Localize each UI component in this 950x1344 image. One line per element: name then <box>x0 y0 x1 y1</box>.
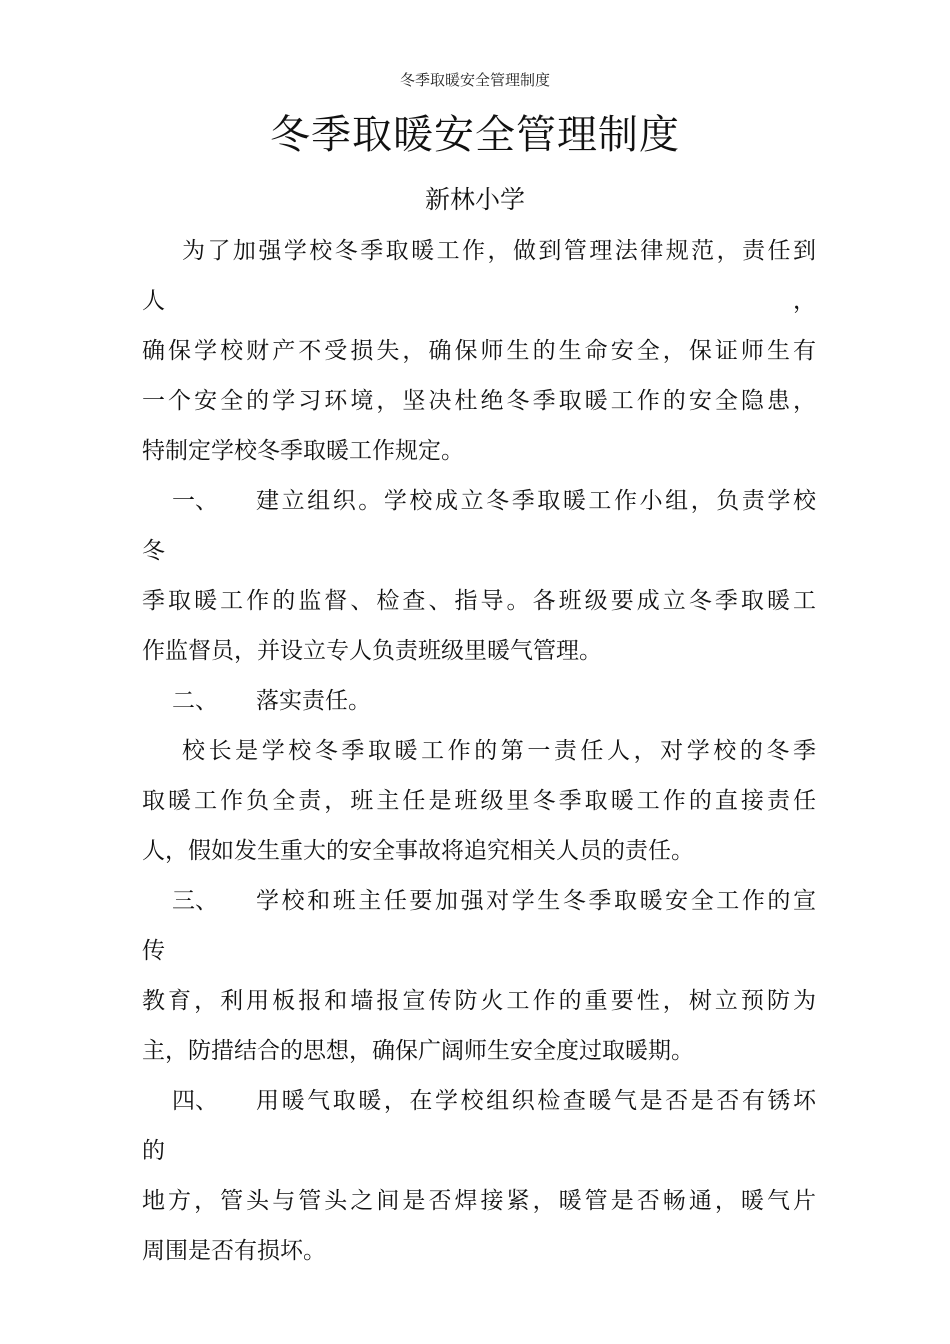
section-2-line-1: 校长是学校冬季取暖工作的第一责任人，对学校的冬季 <box>182 738 816 764</box>
section-3-line-4: 主，防措结合的思想，确保广阔师生安全度过取暖期。 <box>142 1038 694 1064</box>
section-4-first-line <box>142 1076 816 1126</box>
section-1-number: 一、 <box>172 488 218 514</box>
section-2-line-2: 取暖工作负全责，班主任是班级里冬季取暖工作的直接责任 <box>142 788 816 814</box>
intro-line-4: 一个安全的学习环境，坚决杜绝冬季取暖工作的安全隐患， <box>142 388 816 414</box>
section-1-line-4: 作监督员，并设立专人负责班级里暖气管理。 <box>142 638 602 664</box>
section-1-line-2: 冬 <box>142 538 165 564</box>
section-2-heading-line <box>142 676 816 726</box>
running-header: 冬季取暖安全管理制度 <box>399 71 550 89</box>
section-4-line-2: 的 <box>142 1138 165 1164</box>
section-3-line-1: 学校和班主任要加强对学生冬季取暖安全工作的宣 <box>256 888 816 914</box>
section-3-first-line <box>142 876 816 926</box>
document-body <box>142 226 816 1276</box>
section-3-number: 三、 <box>172 888 218 914</box>
section-4-line-3: 地方，管头与管头之间是否焊接紧，暖管是否畅通，暖气片 <box>142 1188 816 1214</box>
intro-line-5: 特制定学校冬季取暖工作规定。 <box>142 438 464 464</box>
section-4-line-1: 用暖气取暖，在学校组织检查暖气是否是否有锈坏 <box>256 1088 816 1114</box>
section-2-line-3: 人，假如发生重大的安全事故将追究相关人员的责任。 <box>142 838 694 864</box>
intro-line-3: 确保学校财产不受损失，确保师生的生命安全，保证师生有 <box>142 338 816 364</box>
section-2-heading: 落实责任。 <box>256 688 371 714</box>
intro-line-2 <box>142 276 816 326</box>
section-4-line-4: 周围是否有损坏。 <box>142 1238 326 1264</box>
section-1-first-line <box>142 476 816 526</box>
section-3-line-2: 传 <box>142 938 165 964</box>
intro-line-2-text: 人 <box>142 288 165 314</box>
section-3-line-3: 教育，利用板报和墙报宣传防火工作的重要性，树立预防为 <box>142 988 816 1014</box>
document-title: 冬季取暖安全管理制度 <box>270 112 680 158</box>
section-4-number: 四、 <box>172 1088 218 1114</box>
section-1-line-3: 季取暖工作的监督、检查、指导。各班级要成立冬季取暖工 <box>142 588 816 614</box>
section-2-number: 二、 <box>172 688 218 714</box>
document-author: 新林小学 <box>424 185 525 214</box>
section-1-line-1: 建立组织。学校成立冬季取暖工作小组，负责学校 <box>256 488 816 514</box>
intro-line-1: 为了加强学校冬季取暖工作，做到管理法律规范，责任到 <box>182 238 816 264</box>
intro-line-2-comma: ， <box>793 288 816 314</box>
